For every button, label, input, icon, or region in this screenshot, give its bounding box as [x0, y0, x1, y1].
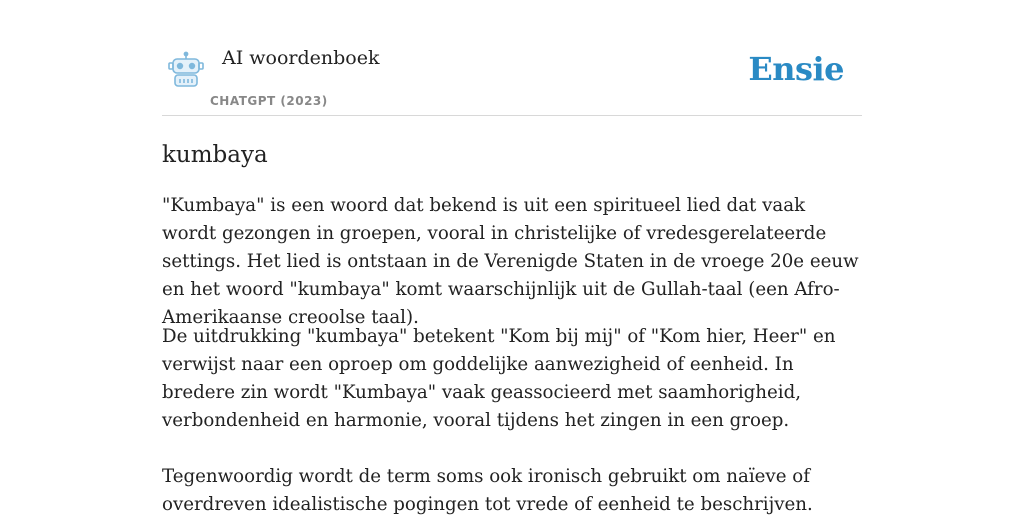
site-subtitle: CHATGPT (2023) — [210, 94, 328, 108]
site-title[interactable]: AI woordenboek — [222, 47, 380, 69]
definition-paragraph-1: "Kumbaya" is een woord dat bekend is uit een spiritueel lied dat vaak wordt gezongen in groepen, vooral in christelijke of vredesgerelateerde settings. Het lied is ontstaan in de Verenigde Staten in de vroege 20e eeuw en het woord "kumbaya" komt waarschijnlijk uit de Gullah-taal (een Afro-Amerikaanse creoolse taal). — [162, 195, 859, 328]
definition-paragraph-2: De uitdrukking "kumbaya" betekent "Kom bij mij" of "Kom hier, Heer" en verwijst naar een oproep om goddelijke aanwezigheid of eenheid. In bredere zin wordt "Kumbaya" vaak geassocieerd met saamhorigheid, verbondenheid en harmonie, vooral tijdens het zingen in een groep. — [162, 326, 836, 431]
robot-icon — [166, 51, 206, 91]
definition-paragraph-3: Tegenwoordig wordt de term soms ook ironisch gebruikt om naïeve of overdreven idealistische pogingen tot vrede of eenheid te beschrijven. — [162, 466, 813, 515]
header — [162, 0, 862, 116]
brand-logo[interactable]: Ensie — [748, 50, 844, 88]
entry-title: kumbaya — [162, 142, 268, 168]
page — [162, 0, 862, 515]
